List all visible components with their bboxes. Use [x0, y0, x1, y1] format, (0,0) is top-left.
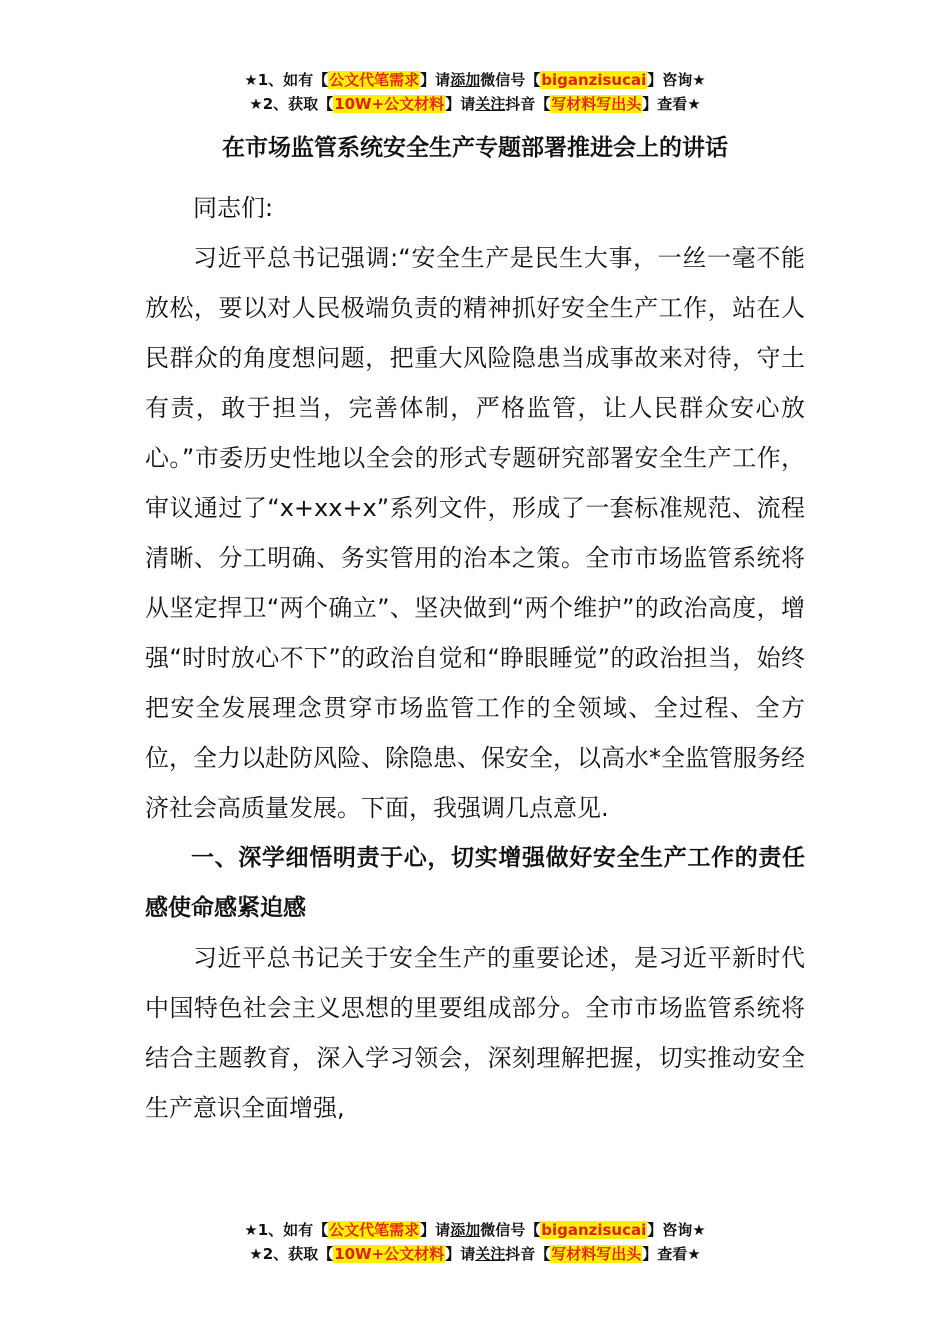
promo-text: 抖音【 — [505, 1245, 551, 1263]
promo-line-2 — [0, 1242, 950, 1266]
promo-highlight: 10W+公文材料 — [334, 95, 445, 113]
promo-text: 】查看★ — [642, 95, 701, 113]
promo-text: 】请 — [445, 1245, 476, 1263]
promo-text: 】查看★ — [642, 1245, 701, 1263]
promo-line-1 — [0, 1218, 950, 1242]
promo-line-1 — [0, 68, 950, 92]
promo-text: ★1、如有【 — [244, 71, 329, 89]
promo-banner-top — [0, 68, 950, 116]
promo-text: 】请 — [445, 95, 476, 113]
body-paragraph: 习近平总书记关于安全生产的重要论述，是习近平新时代中国特色社会主义思想的里要组成部分。全市市场监管系统将结合主题教育，深入学习领会，深刻理解把握，切实推动安全生产意识全面增强, — [145, 944, 805, 1122]
promo-text: ★2、获取【 — [249, 95, 334, 113]
promo-underline: 关注 — [475, 1245, 506, 1263]
promo-highlight: biganzisucai — [541, 71, 647, 89]
promo-highlight: 10W+公文材料 — [334, 1245, 445, 1263]
salutation: 同志们: — [193, 194, 274, 222]
promo-underline: 关注 — [475, 95, 506, 113]
section-heading: 一、深学细悟明责于心，切实增强做好安全生产工作的责任感使命感紧迫感 — [145, 845, 805, 921]
promo-highlight: 写材料写出头 — [551, 95, 642, 113]
promo-underline: 添加 — [450, 71, 481, 89]
promo-text: 】请 — [420, 71, 451, 89]
promo-line-2 — [0, 92, 950, 116]
promo-text: ★2、获取【 — [249, 1245, 334, 1263]
promo-banner-bottom — [0, 1218, 950, 1266]
promo-text: 】请 — [420, 1221, 451, 1239]
promo-underline: 添加 — [450, 1221, 481, 1239]
promo-text: ★1、如有【 — [244, 1221, 329, 1239]
promo-text: 抖音【 — [505, 95, 551, 113]
promo-text: 】咨询★ — [647, 71, 706, 89]
promo-text: 】咨询★ — [647, 1221, 706, 1239]
document-title: 在市场监管系统安全生产专题部署推进会上的讲话 — [222, 135, 728, 161]
body-paragraph: 习近平总书记强调:“安全生产是民生大事，一丝一毫不能放松，要以对人民极端负责的精神抓好安全生产工作，站在人民群众的角度想问题，把重大风险隐患当成事故来对待，守土有责，敢于担当，完善体制，严格监管，让人民群众安心放心。”市委历史性地以全会的形式专题研究部署安全生产工作，审议通过了“x+xx+x”系列文件，形成了一套标准规范、流程清晰、分工明确、务实管用的治本之策。全市市场监管系统将从坚定捍卫“两个确立”、坚决做到“两个维护”的政治高度，增强“时时放心不下”的政治自觉和“睁眼睡觉”的政治担当，始终把安全发展理念贯穿市场监管工作的全领域、全过程、全方位，全力以赴防风险、除隐患、保安全，以高水*全监管服务经济社会高质量发展。下面，我强调几点意见. — [145, 244, 805, 822]
promo-highlight: 公文代笔需求 — [329, 71, 420, 89]
promo-text: 微信号【 — [480, 1221, 541, 1239]
promo-text: 微信号【 — [480, 71, 541, 89]
promo-highlight: 公文代笔需求 — [329, 1221, 420, 1239]
document-body — [145, 183, 805, 1133]
promo-highlight: 写材料写出头 — [551, 1245, 642, 1263]
promo-highlight: biganzisucai — [541, 1221, 647, 1239]
